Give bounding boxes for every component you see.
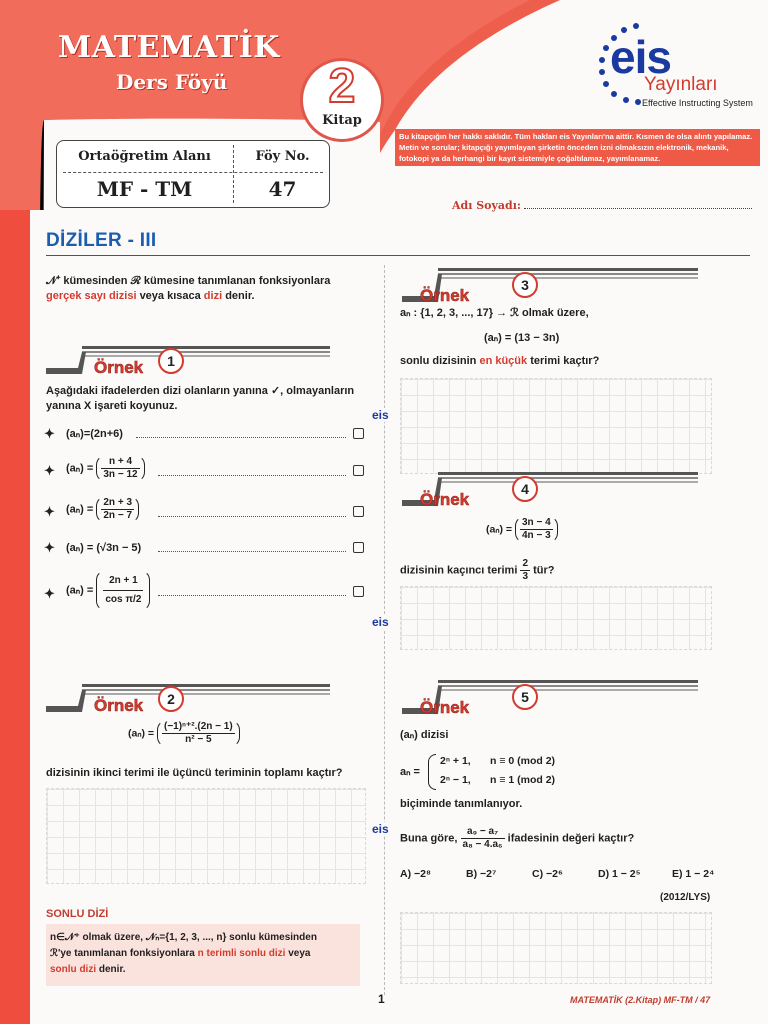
intro-text bbox=[46, 274, 366, 304]
definition-term: sonlu dizi bbox=[50, 964, 97, 975]
logo-text: eis bbox=[610, 31, 671, 83]
example-4-header bbox=[398, 470, 688, 510]
list-item bbox=[44, 496, 364, 528]
worksheet-info-box bbox=[56, 140, 330, 208]
example-5-header bbox=[398, 678, 688, 718]
case-cond: n ≡ 1 (mod 2) bbox=[490, 774, 556, 786]
denominator: 4n − 3 bbox=[522, 530, 551, 541]
fraction bbox=[520, 558, 530, 583]
option-d[interactable]: D) 1 − 2⁵ bbox=[598, 868, 641, 880]
fraction bbox=[103, 575, 143, 606]
example-3-header bbox=[398, 266, 688, 306]
small-logo: eis bbox=[372, 615, 389, 629]
fraction bbox=[520, 517, 553, 542]
example-label: Örnek bbox=[420, 698, 470, 717]
example-label: Örnek bbox=[94, 358, 144, 377]
example-number: 2 bbox=[158, 686, 184, 712]
divider bbox=[63, 172, 323, 173]
expression-lhs: (aₙ) = bbox=[66, 584, 94, 597]
example-banner-icon bbox=[42, 338, 342, 378]
book-number: 2 bbox=[328, 60, 356, 113]
list-item bbox=[44, 570, 364, 620]
example-5-question bbox=[400, 826, 634, 851]
numerator: 2 bbox=[522, 558, 528, 569]
area-value: MF - TM bbox=[96, 177, 193, 201]
answer-line bbox=[158, 516, 346, 517]
question-source: (2012/LYS) bbox=[660, 892, 711, 903]
example-number: 5 bbox=[512, 684, 538, 710]
example-label: Örnek bbox=[94, 696, 144, 715]
header-subtitle: Ders Föyü bbox=[116, 70, 228, 94]
bullet-icon: ✦ bbox=[44, 586, 55, 601]
question-part: tür? bbox=[533, 564, 555, 577]
bullet-icon: ✦ bbox=[44, 540, 55, 555]
case-cond: n ≡ 0 (mod 2) bbox=[490, 755, 556, 767]
question-part: terimi kaçtır? bbox=[530, 355, 600, 367]
intro-part: veya kısaca bbox=[139, 290, 201, 302]
example-3-question bbox=[400, 354, 599, 369]
sheet-no-label: Föy No. bbox=[255, 149, 310, 164]
definition-text bbox=[50, 930, 360, 978]
example-3-line: aₙ : {1, 2, 3, ..., 17} → ℛ olmak üzere, bbox=[400, 307, 589, 319]
numerator: (−1)ⁿ⁺².(2n − 1) bbox=[164, 721, 233, 732]
instruction-line: yanına X işareti koyunuz. bbox=[46, 400, 178, 412]
option-b[interactable]: B) −2⁷ bbox=[466, 868, 497, 880]
expression-lhs: (aₙ) = bbox=[486, 523, 513, 536]
parenthesis bbox=[96, 496, 139, 523]
example-5-lhs: aₙ = bbox=[400, 766, 420, 778]
denominator: a₈ − 4.a₆ bbox=[462, 839, 503, 850]
denominator: 3 bbox=[522, 571, 528, 582]
answer-checkbox[interactable] bbox=[353, 506, 364, 517]
scratch-grid[interactable] bbox=[400, 912, 712, 984]
expression bbox=[66, 570, 150, 611]
parenthesis bbox=[96, 455, 144, 482]
numerator: n + 4 bbox=[101, 456, 139, 469]
column-divider bbox=[384, 265, 385, 995]
book-label: Kitap bbox=[322, 113, 362, 128]
definition-title: SONLU DİZİ bbox=[46, 908, 109, 920]
denominator: 3n − 12 bbox=[103, 469, 138, 480]
question-part: sonlu dizisinin bbox=[400, 355, 477, 367]
denominator: 2n − 7 bbox=[103, 510, 133, 521]
intro-part: 𝒩⁺ kümesinden ℛ kümesine tanımlanan fonksiyonlara bbox=[46, 275, 331, 287]
footer-label: MATEMATİK (2.Kitap) MF-TM / 47 bbox=[570, 995, 711, 1005]
option-a[interactable]: A) −2⁸ bbox=[400, 868, 431, 880]
example-5-line: (aₙ) dizisi bbox=[400, 729, 449, 741]
scratch-grid[interactable] bbox=[46, 788, 366, 884]
small-logo: eis bbox=[372, 408, 389, 422]
answer-line bbox=[158, 595, 346, 596]
bullet-icon: ✦ bbox=[44, 504, 55, 519]
intro-term: gerçek sayı dizisi bbox=[46, 290, 137, 302]
publisher-logo bbox=[592, 18, 752, 108]
bullet-icon: ✦ bbox=[44, 426, 55, 441]
answer-line bbox=[158, 475, 346, 476]
name-field-line[interactable] bbox=[524, 208, 752, 209]
small-logo: eis bbox=[372, 822, 389, 836]
expression bbox=[66, 455, 145, 482]
intro-term: dizi bbox=[203, 290, 223, 302]
section-rule bbox=[46, 255, 750, 256]
case-expr: 2ⁿ + 1, bbox=[440, 755, 471, 767]
option-c[interactable]: C) −2⁶ bbox=[532, 868, 563, 880]
question-part: Buna göre, bbox=[400, 832, 458, 845]
question-term: en küçük bbox=[479, 355, 528, 367]
example-2-formula bbox=[128, 720, 240, 747]
denominator: cos π/2 bbox=[105, 594, 142, 605]
expression-lhs: (aₙ) = bbox=[66, 503, 94, 516]
parenthesis bbox=[157, 720, 240, 747]
example-number: 4 bbox=[512, 476, 538, 502]
sheet-no-value: 47 bbox=[268, 177, 297, 201]
definition-line: denir. bbox=[98, 964, 126, 975]
example-1-header bbox=[42, 338, 332, 378]
example-4-question bbox=[400, 558, 554, 583]
intro-part: denir. bbox=[225, 290, 255, 302]
example-number: 3 bbox=[512, 272, 538, 298]
option-e[interactable]: E) 1 − 2⁴ bbox=[672, 868, 715, 880]
expression-lhs: (aₙ) = bbox=[128, 727, 155, 740]
list-item bbox=[44, 455, 364, 487]
fraction bbox=[101, 497, 134, 522]
definition-term: n terimli sonlu dizi bbox=[197, 948, 286, 959]
numerator: 2n + 3 bbox=[103, 497, 133, 508]
expression-lhs: (aₙ) = bbox=[66, 462, 94, 475]
question-part: ifadesinin değeri kaçtır? bbox=[507, 832, 635, 845]
answer-checkbox[interactable] bbox=[353, 428, 364, 439]
answer-checkbox[interactable] bbox=[353, 586, 364, 597]
area-label: Ortaöğretim Alanı bbox=[78, 149, 211, 164]
expression: (aₙ)=(2n+6) bbox=[66, 428, 123, 440]
logo-publisher: Yayınları bbox=[644, 74, 718, 95]
example-1-instructions bbox=[46, 384, 366, 414]
answer-checkbox[interactable] bbox=[353, 542, 364, 553]
definition-line: n∈𝒩⁺ olmak üzere, 𝒩ₙ={1, 2, 3, ..., n} sonlu kümesinden bbox=[50, 932, 317, 943]
example-label: Örnek bbox=[420, 490, 470, 509]
expression bbox=[66, 496, 139, 523]
example-label: Örnek bbox=[420, 286, 470, 305]
answer-line bbox=[136, 437, 346, 438]
example-5-line: biçiminde tanımlanıyor. bbox=[400, 798, 523, 810]
parenthesis bbox=[515, 516, 558, 543]
fraction bbox=[162, 721, 235, 746]
fraction bbox=[461, 826, 505, 851]
logo-tagline: Effective Instructing System bbox=[642, 98, 753, 108]
question-part: dizisinin kaçıncı terimi bbox=[400, 564, 518, 577]
answer-checkbox[interactable] bbox=[353, 465, 364, 476]
copyright-notice: Bu kitapçığın her hakkı saklıdır. Tüm hakları eis Yayınları'na aittir. Kısmen de olsa alıntı yapılamaz. Metin ve sorular; kitapçığı yayımlayan şirketin önceden izni olmaksızın elektronik, mekanik, fotokopi ya da herhangi bir kayıt sistemiyle çoğaltılamaz, yayımlanamaz. bbox=[395, 129, 760, 166]
example-2-question: dizisinin ikinci terimi ile üçüncü teriminin toplamı kaçtır? bbox=[46, 767, 343, 779]
example-3-formula: (aₙ) = (13 − 3n) bbox=[484, 332, 560, 344]
example-number: 1 bbox=[158, 348, 184, 374]
example-2-header bbox=[42, 676, 332, 716]
expression: (aₙ) = (√3n − 5) bbox=[66, 542, 142, 554]
page-number: 1 bbox=[378, 992, 385, 1006]
list-item bbox=[44, 537, 364, 559]
section-title: DİZİLER - III bbox=[46, 230, 157, 251]
answer-line bbox=[158, 551, 346, 552]
example-banner-icon bbox=[42, 676, 342, 716]
definition-line: veya bbox=[288, 948, 311, 959]
instruction-line: Aşağıdaki ifadelerden dizi olanların yanına ✓, olmayanların bbox=[46, 385, 355, 397]
numerator: 3n − 4 bbox=[522, 517, 551, 528]
parenthesis bbox=[96, 570, 150, 611]
name-label: Adı Soyadı: bbox=[452, 199, 521, 212]
definition-line: ℛ'ye tanımlanan fonksiyonlara bbox=[50, 948, 195, 959]
fraction bbox=[101, 456, 139, 481]
bullet-icon: ✦ bbox=[44, 463, 55, 478]
book-number-badge bbox=[300, 58, 384, 142]
example-4-formula bbox=[486, 516, 558, 543]
numerator: a₉ − a₇ bbox=[461, 826, 505, 839]
scratch-grid[interactable] bbox=[400, 586, 712, 650]
case-expr: 2ⁿ − 1, bbox=[440, 774, 471, 786]
numerator: 2n + 1 bbox=[103, 575, 143, 591]
scratch-grid[interactable] bbox=[400, 378, 712, 474]
header-title: MATEMATİK bbox=[58, 30, 280, 65]
brace-icon bbox=[428, 754, 436, 790]
denominator: n² − 5 bbox=[185, 734, 212, 745]
list-item bbox=[44, 423, 364, 445]
